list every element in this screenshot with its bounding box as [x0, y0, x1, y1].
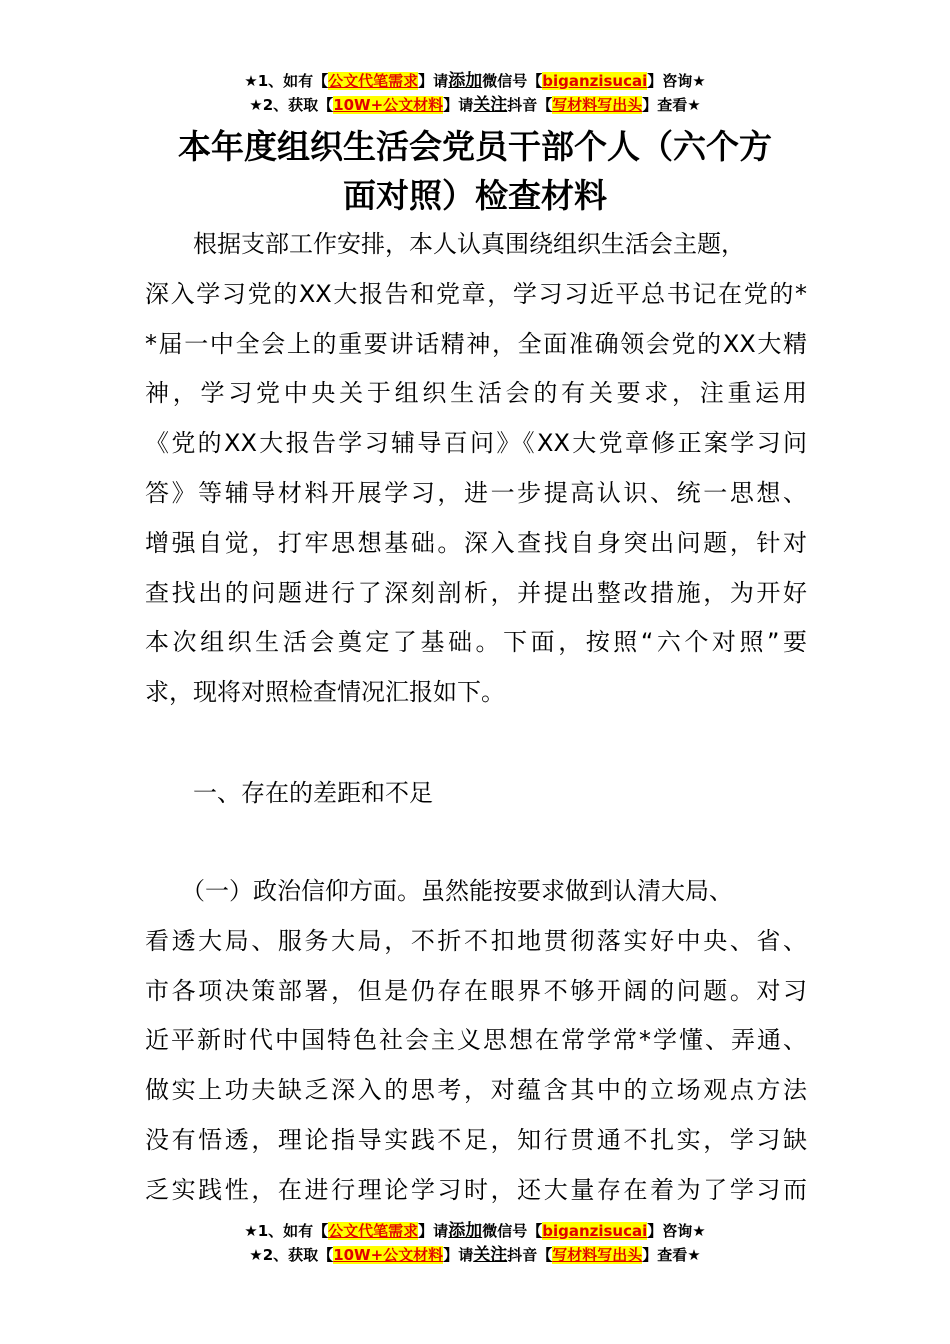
body-line: 乏实践性，在进行理论学习时，还大量存在着为了学习而 — [145, 1175, 807, 1204]
promo-text: 】咨询★ — [647, 72, 706, 90]
promo-line-2-footer — [0, 1243, 950, 1267]
promo-text: 】请 — [443, 1246, 474, 1264]
promo-text: 】请 — [418, 1222, 449, 1240]
promo-highlight: 写材料写出头 — [552, 96, 643, 114]
body-line: 深入学习党的XX大报告和党章，学习习近平总书记在党的* — [145, 279, 807, 308]
body-line: 《党的XX大报告学习辅导百问》《XX大党章修正案学习问 — [145, 429, 807, 458]
promo-line-2 — [0, 93, 950, 117]
body-line: 做实上功夫缺乏深入的思考，对蕴含其中的立场观点方法 — [145, 1076, 807, 1105]
promo-text: ★2、获取【 — [249, 1246, 334, 1264]
promo-line-1 — [0, 69, 950, 93]
body-line: 答》等辅导材料开展学习，进一步提高认识、统一思想、 — [145, 479, 807, 507]
body-line: 市各项决策部署，但是仍存在眼界不够开阔的问题。对习 — [145, 976, 807, 1005]
body-line: *届一中全会上的重要讲话精神，全面准确领会党的XX大精 — [145, 329, 807, 358]
promo-text: 微信号【 — [482, 72, 543, 90]
promo-text: 】请 — [418, 72, 449, 90]
promo-underlined: 关注 — [473, 1245, 508, 1265]
promo-text: 】查看★ — [642, 1246, 701, 1264]
body-line: 看透大局、服务大局，不折不扣地贯彻落实好中央、省、 — [145, 926, 807, 955]
body-line: 没有悟透，理论指导实践不足，知行贯通不扎实，学习缺 — [145, 1126, 807, 1154]
promo-underlined: 添加 — [448, 71, 483, 91]
promo-text: ★2、获取【 — [249, 96, 334, 114]
body-line: 查找出的问题进行了深刻剖析，并提出整改措施，为开好 — [145, 578, 807, 607]
body-line: （一）政治信仰方面。虽然能按要求做到认清大局、 — [145, 877, 733, 905]
promo-highlight: 10W+公文材料 — [333, 96, 444, 114]
body-line: 神，学习党中央关于组织生活会的有关要求，注重运用 — [145, 379, 807, 408]
section-heading: 一、存在的差距和不足 — [145, 779, 433, 807]
promo-text: 】咨询★ — [647, 1222, 706, 1240]
promo-wechat-id: biganzisucai — [542, 1222, 648, 1240]
promo-highlight: 公文代笔需求 — [328, 72, 419, 90]
document-title: 面对照）检查材料 — [343, 176, 607, 215]
promo-highlight: 10W+公文材料 — [333, 1246, 444, 1264]
promo-wechat-id: biganzisucai — [542, 72, 648, 90]
body-line: 近平新时代中国特色社会主义思想在常学常*学懂、弄通、 — [145, 1026, 807, 1055]
body-line: 本次组织生活会奠定了基础。下面，按照“六个对照”要 — [145, 628, 807, 657]
promo-text: 抖音【 — [507, 96, 553, 114]
promo-line-1-footer — [0, 1219, 950, 1243]
promo-underlined: 添加 — [448, 1221, 483, 1241]
body-line: 根据支部工作安排，本人认真围绕组织生活会主题， — [145, 230, 745, 258]
promo-text: ★1、如有【 — [244, 72, 329, 90]
promo-text: 】查看★ — [642, 96, 701, 114]
promo-highlight: 公文代笔需求 — [328, 1222, 419, 1240]
body-line: 求，现将对照检查情况汇报如下。 — [145, 678, 505, 707]
promo-text: 微信号【 — [482, 1222, 543, 1240]
promo-text: ★1、如有【 — [244, 1222, 329, 1240]
promo-highlight: 写材料写出头 — [552, 1246, 643, 1264]
promo-text: 抖音【 — [507, 1246, 553, 1264]
promo-text: 】请 — [443, 96, 474, 114]
promo-underlined: 关注 — [473, 95, 508, 115]
document-title: 本年度组织生活会党员干部个人（六个方 — [178, 127, 772, 166]
body-line: 增强自觉，打牢思想基础。深入查找自身突出问题，针对 — [145, 528, 807, 557]
